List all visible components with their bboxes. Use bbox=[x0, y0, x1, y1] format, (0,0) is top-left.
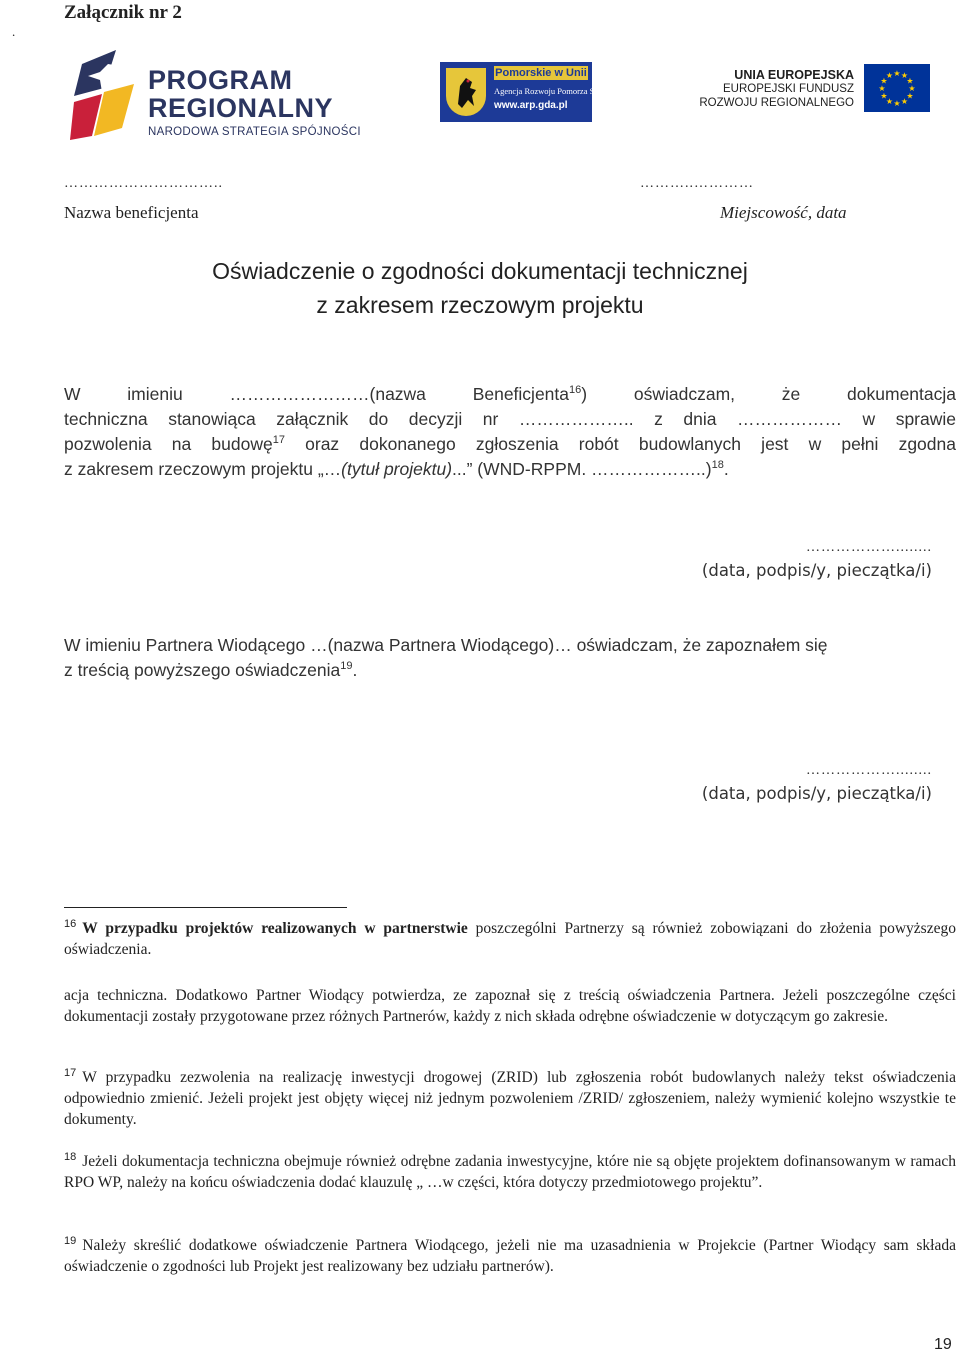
declaration-text: pozwolenia na budowę bbox=[64, 434, 273, 454]
footnote-number: 16 bbox=[64, 917, 77, 930]
eu-star-icon: ★ bbox=[885, 71, 894, 81]
corner-mark: . bbox=[12, 24, 16, 39]
eu-star-icon: ★ bbox=[900, 71, 909, 81]
footnote-continuation: acja techniczna. Dodatkowo Partner Wiodący potwierdza, ze zapoznał się z treścią oświadczenia Partnera. Jeżeli poszczególne części dokumentacji zostały przygotowane przez różnych Partnerów, każdy z nich składa odrębne oświadczenie w dotyczącym go zakresie. bbox=[64, 987, 956, 1025]
eu-stars-icon bbox=[864, 64, 930, 112]
program-regionalny-emblem bbox=[64, 44, 144, 144]
griffin-shield-icon bbox=[446, 68, 486, 116]
footnote-text: W przypadku zezwolenia na realizację inwestycji drogowej (ZRID) lub zgłoszenia robót budowlanych należy tekst oświadczenia odpowiednio zmienić. Jeżeli projekt jest objęty więcej niż jednym pozwoleniem /ZRID/ zgłoszeniem, należy wymienić kolejno wszystkie te dokumenty. bbox=[64, 1069, 956, 1128]
declaration-text: ) oświadczam, że dokumentacja bbox=[581, 384, 956, 404]
partner-paragraph bbox=[64, 633, 956, 683]
footnote-text: Należy skreślić dodatkowe oświadczenie Partnera Wiodącego, jeżeli nie ma uzasadnienia w Projekcie (Partner Wiodący sam składa oświadczenie o zgodności lub Projekt jest realizowany bez udziału partnerów). bbox=[64, 1237, 956, 1275]
partner-text: . bbox=[352, 660, 358, 680]
footnote-ref-16: 16 bbox=[569, 384, 582, 397]
pomorskie-banner: Pomorskie w Unii bbox=[495, 67, 587, 79]
footnote-ref-19: 19 bbox=[340, 660, 353, 673]
footnote-ref-18: 18 bbox=[711, 459, 724, 472]
declaration-text: . bbox=[723, 459, 729, 479]
beneficiary-label: Nazwa beneficjenta bbox=[64, 203, 199, 222]
eu-star-icon: ★ bbox=[893, 99, 901, 108]
eu-star-icon: ★ bbox=[908, 84, 916, 93]
footnote-17 bbox=[64, 1067, 956, 1130]
footnote-text: Jeżeli dokumentacja techniczna obejmuje również odrębne zadania inwestycyjne, które nie są objęte projektem dofinansowanym w ramach RPO WP, należy na końcu oświadczenia dodać klauzulę „ …w części, która dotyczy przedmiotowego projektu”. bbox=[64, 1153, 956, 1191]
pomorskie-agency: Agencja Rozwoju Pomorza S.A. bbox=[494, 86, 605, 96]
program-logo-line1: PROGRAM bbox=[148, 65, 293, 95]
eu-logo-text bbox=[690, 68, 854, 110]
pomorskie-logo bbox=[440, 62, 605, 122]
declaration-line3 bbox=[64, 432, 956, 457]
eu-star-icon: ★ bbox=[906, 76, 914, 86]
declaration-text: W imieniu ……………………(nazwa Beneficjenta bbox=[64, 384, 570, 404]
footnote-bold-text: W przypadku projektów realizowanych w partnerstwie bbox=[82, 920, 468, 937]
declaration-line1 bbox=[64, 382, 956, 407]
signature1-dots: ………………........ bbox=[806, 540, 932, 555]
pomorskie-url: www.arp.gda.pl bbox=[494, 100, 568, 111]
program-regionalny-logo bbox=[64, 44, 364, 144]
place-date-dots: ………..………… bbox=[640, 176, 754, 191]
page-number: 19 bbox=[934, 1336, 952, 1353]
document-title-line2: z zakresem rzeczowym projektu bbox=[316, 292, 644, 318]
signature1-label: (data, podpis/y, pieczątka/i) bbox=[701, 561, 932, 580]
footnote-number: 17 bbox=[64, 1066, 77, 1079]
project-title-placeholder: (tytuł projektu) bbox=[341, 459, 453, 479]
document-title-line1: Oświadczenie o zgodności dokumentacji technicznej bbox=[212, 258, 748, 284]
program-logo-line3: NARODOWA STRATEGIA SPÓJNOŚCI bbox=[148, 126, 361, 138]
partner-line1: W imieniu Partnera Wiodącego …(nazwa Partnera Wiodącego)… oświadczam, że zapoznałem się bbox=[64, 635, 828, 655]
footnote-16 bbox=[64, 918, 956, 960]
declaration-text: ...” (WND-RPPM. ………………..) bbox=[452, 459, 712, 479]
eu-star-icon: ★ bbox=[880, 76, 888, 86]
footnote-19 bbox=[64, 1235, 956, 1277]
footnote-separator bbox=[64, 907, 347, 908]
declaration-text: z zakresem rzeczowym projektu „… bbox=[64, 459, 342, 479]
signature2-dots: ………………........ bbox=[806, 763, 932, 778]
eu-star-icon: ★ bbox=[880, 91, 888, 101]
eu-star-icon: ★ bbox=[885, 96, 894, 106]
eu-star-icon: ★ bbox=[878, 84, 886, 93]
footnote-ref-17: 17 bbox=[272, 434, 285, 447]
eu-line1: UNIA EUROPEJSKA bbox=[734, 68, 854, 82]
signature2-label: (data, podpis/y, pieczątka/i) bbox=[701, 784, 932, 803]
eu-flag-icon bbox=[864, 64, 930, 112]
eu-star-icon: ★ bbox=[900, 96, 909, 106]
eu-star-icon: ★ bbox=[906, 91, 914, 101]
annex-title: Załącznik nr 2 bbox=[64, 2, 182, 23]
declaration-text: oraz dokonanego zgłoszenia robót budowlanych jest w pełni zgodna bbox=[284, 434, 956, 454]
declaration-line4 bbox=[64, 457, 956, 482]
place-date-label: Miejscowość, data bbox=[720, 203, 847, 222]
eu-star-icon: ★ bbox=[893, 69, 901, 78]
eu-line2: EUROPEJSKI FUNDUSZ bbox=[723, 83, 854, 95]
footnote-number: 18 bbox=[64, 1150, 77, 1163]
partner-text: z treścią powyższego oświadczenia bbox=[64, 660, 341, 680]
footnote-number: 19 bbox=[64, 1234, 77, 1247]
declaration-line2: techniczna stanowiąca załącznik do decyzji nr ……………….. z dnia ……………… w sprawie bbox=[64, 409, 956, 429]
beneficiary-dots: ………………………….. bbox=[64, 176, 223, 191]
partner-line2 bbox=[64, 658, 956, 683]
eu-line3: ROZWOJU REGIONALNEGO bbox=[699, 97, 854, 109]
footnote-text: poszczególni Partnerzy są również zobowiązani do złożenia powyższego oświadczenia. bbox=[64, 920, 956, 958]
declaration-paragraph bbox=[64, 382, 956, 482]
footnote-18 bbox=[64, 1151, 956, 1193]
program-logo-line2: REGIONALNY bbox=[148, 93, 334, 123]
